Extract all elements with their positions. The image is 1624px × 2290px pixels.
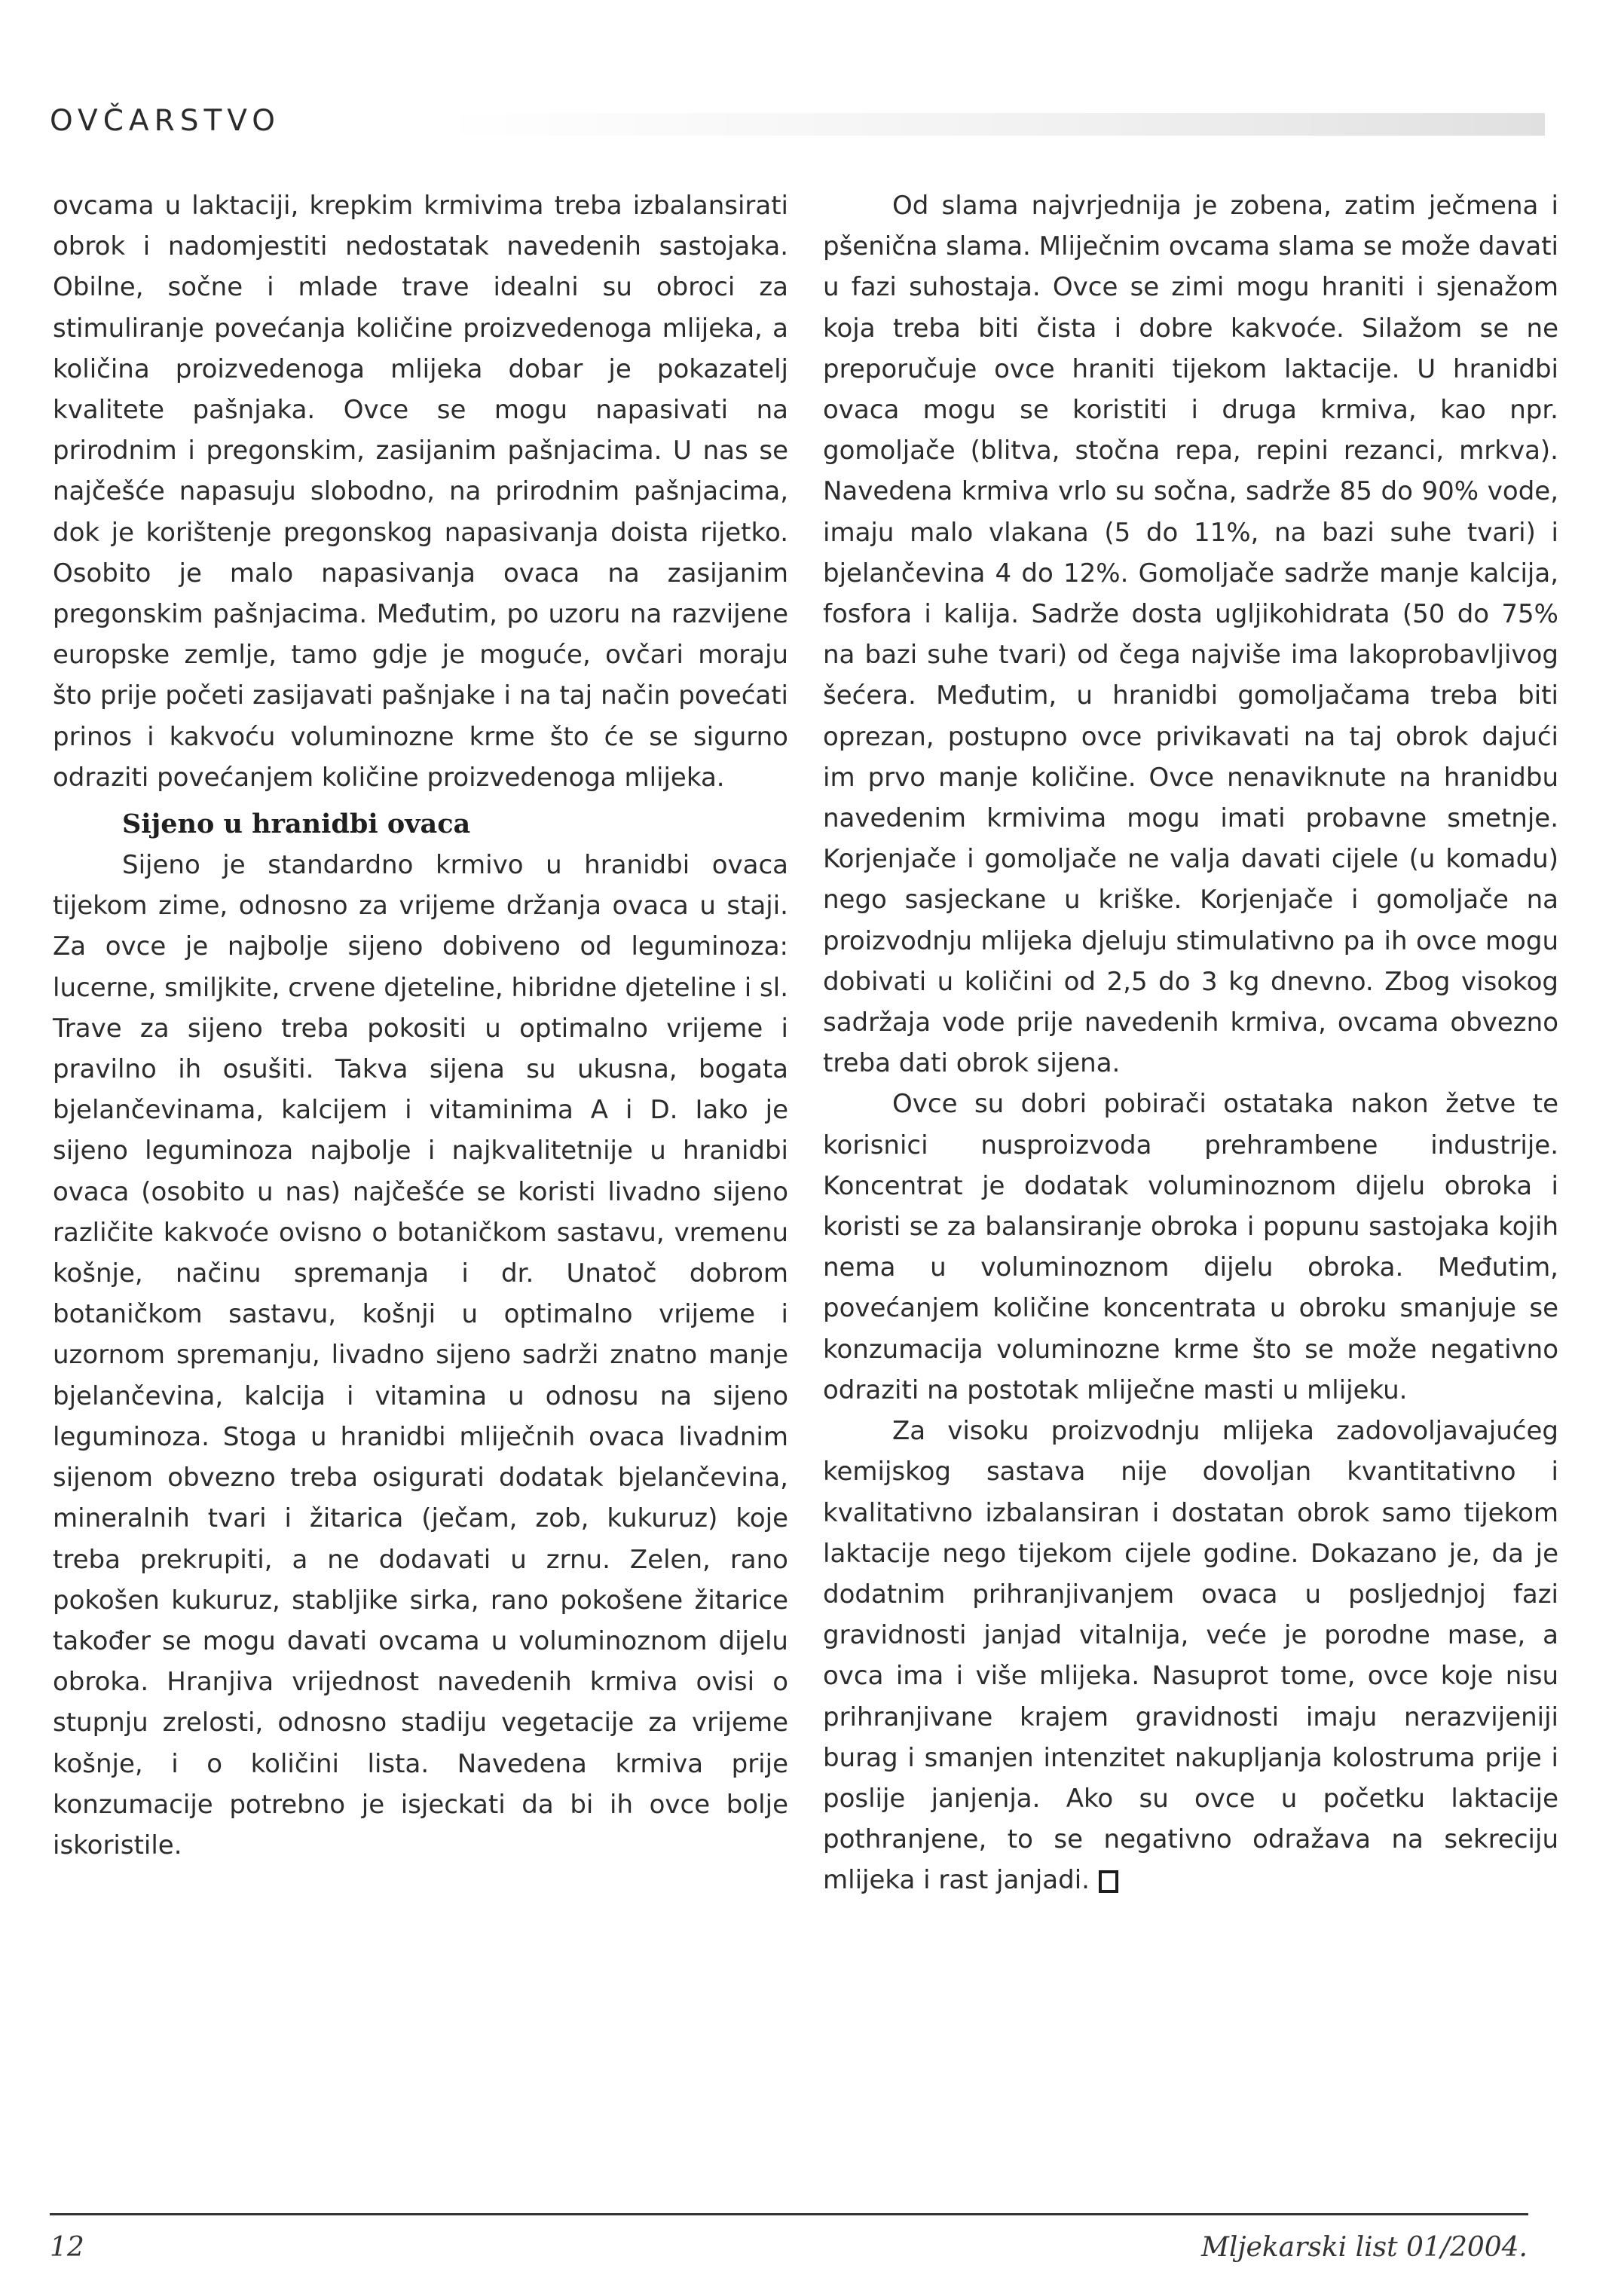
right-paragraph-2: Ovce su dobri pobirači ostataka nakon žetve te korisnici nusproizvoda prehrambene industrije. Koncentrat je dodatak voluminoznom dijelu obroka i koristi se za balansiranje obroka i popunu sastojaka kojih nema u voluminoznom dijelu obroka. Međutim, povećanjem količine koncentrata u obroku smanjuje se konzumacija voluminozne krme što se može negativno odraziti na postotak mliječne masti u mlijeku. (823, 1089, 1558, 1405)
left-paragraph-1: ovcama u laktaciji, krepkim krmivima treba izbalansirati obrok i nadomjestiti nedostatak navedenih sastojaka. Obilne, sočne i mlade trave idealni su obroci za stimuliranje povećanja količine proizvedenoga mlijeka, a količina proizvedenoga mlijeka dobar je pokazatelj kvalitete pašnjaka. Ovce se mogu napasivati na prirodnim i pregonskim, zasijanim pašnjacima. U nas se najčešće napasuju slobodno, na prirodnim pašnjacima, dok je korištenje pregonskog napasivanja doista rijetko. Osobito je malo napasivanja ovaca na zasijanim pregonskim pašnjacima. Međutim, po uzoru na razvijene europske zemlje, tamo gdje je moguće, ovčari moraju što prije početi zasijavati pašnjake i na taj način povećati prinos i kakvoću voluminozne krme što će se sigurno odraziti povećanjem količine proizvedenoga mlijeka. (53, 191, 788, 793)
page-number: 12 (50, 2232, 84, 2263)
left-paragraph-2: Sijeno je standardno krmivo u hranidbi ovaca tijekom zime, odnosno za vrijeme držanja ovaca u staji. Za ovce je najbolje sijeno dobiveno od leguminoza: lucerne, smiljkite, crvene djeteline, hibridne djeteline i sl. Trave za sijeno treba pokositi u optimalno vrijeme i pravilno ih osušiti. Takva sijena su ukusna, bogata bjelančevinama, kalcijem i vitaminima A i D. Iako je sijeno leguminoza najbolje i najkvalitetnije u hranidbi ovaca (osobito u nas) najčešće se koristi livadno sijeno različite kakvoće ovisno o botaničkom sastavu, vremenu košnje, načinu spremanja i dr. Unatoč dobrom botaničkom sastavu, košnji u optimalno vrijeme i uzornom spremanju, livadno sijeno sadrži znatno manje bjelančevina, kalcija i vitamina u odnosu na sijeno leguminoza. Stoga u hranidbi mliječnih ovaca livadnim sijenom obvezno treba osigurati dodatak bjelančevina, mineralnih tvari i žitarica (ječam, zob, kukuruz) koje treba prekrupiti, a ne dodavati u zrnu. Zelen, rano pokošen kukuruz, stabljike sirka, rano pokošene žitarice također se mogu davati ovcama u voluminoznom dijelu obroka. Hranjiva vrijednost navedenih krmiva ovisi o stupnju zrelosti, odnosno stadiju vegetacije za vrijeme košnje, i o količini lista. Navedena krmiva prije konzumacije potrebno je isjeckati da bi ih ovce bolje iskoristile. (53, 850, 788, 1860)
footer-rule (50, 2213, 1528, 2215)
right-column (823, 185, 1558, 1901)
section-title: OVČARSTVO (50, 104, 280, 138)
header-band (437, 113, 1545, 136)
right-paragraph-1: Od slama najvrjednija je zobena, zatim ječmena i pšenična slama. Mliječnim ovcama slama se može davati u fazi suhostaja. Ovce se zimi mogu hraniti i sjenažom koja treba biti čista i dobre kakvoće. Silažom se ne preporučuje ovce hraniti tijekom laktacije. U hranidbi ovaca mogu se koristiti i druga krmiva, kao npr. gomoljače (blitva, stočna repa, repini rezanci, mrkva). Navedena krmiva vrlo su sočna, sadrže 85 do 90% vode, imaju malo vlakana (5 do 11%, na bazi suhe tvari) i bjelančevina 4 do 12%. Gomoljače sadrže manje kalcija, fosfora i kalija. Sadrže dosta ugljikohidrata (50 do 75% na bazi suhe tvari) od čega najviše ima lakoprobavljivog šećera. Međutim, u hranidbi gomoljačama treba biti oprezan, postupno ovce privikavati na taj obrok dajući im prvo manje količine. Ovce nenaviknute na hranidbu navedenim krmivima mogu imati probavne smetnje. Korjenjače i gomoljače ne valja davati cijele (u komadu) nego sasjeckane u kriške. Korjenjače i gomoljače na proizvodnju mlijeka djeluju stimulativno pa ih ovce mogu dobivati u količini od 2,5 do 3 kg dnevno. Zbog visokog sadržaja vode prije navedenih krmiva, ovcama obvezno treba dati obrok sijena. (823, 191, 1558, 1079)
end-of-article-icon (1099, 1870, 1118, 1893)
left-column (53, 185, 788, 1866)
right-paragraph-3-wrap (823, 1411, 1558, 1900)
right-paragraph-3: Za visoku proizvodnju mlijeka zadovoljavajućeg kemijskog sastava nije dovoljan kvantitativno i kvalitativno izbalansiran i dostatan obrok samo tijekom laktacije nego tijekom cijele godine. Dokazano je, da je dodatnim prihranjivanjem ovaca u posljednjoj fazi gravidnosti janjad vitalnija, veće je porodne mase, a ovca ima i više mlijeka. Nasuprot tome, ovce koje nisu prihranjivane krajem gravidnosti imaju nerazvijeniji burag i smanjen intenzitet nakupljanja kolostruma prije i poslije janjenja. Ako su ovce u početku laktacije pothranjene, to se negativno odražava na sekreciju mlijeka i rast janjadi. (823, 1416, 1558, 1896)
journal-reference: Mljekarski list 01/2004. (1201, 2232, 1528, 2263)
section-heading: Sijeno u hranidbi ovaca (122, 809, 471, 840)
